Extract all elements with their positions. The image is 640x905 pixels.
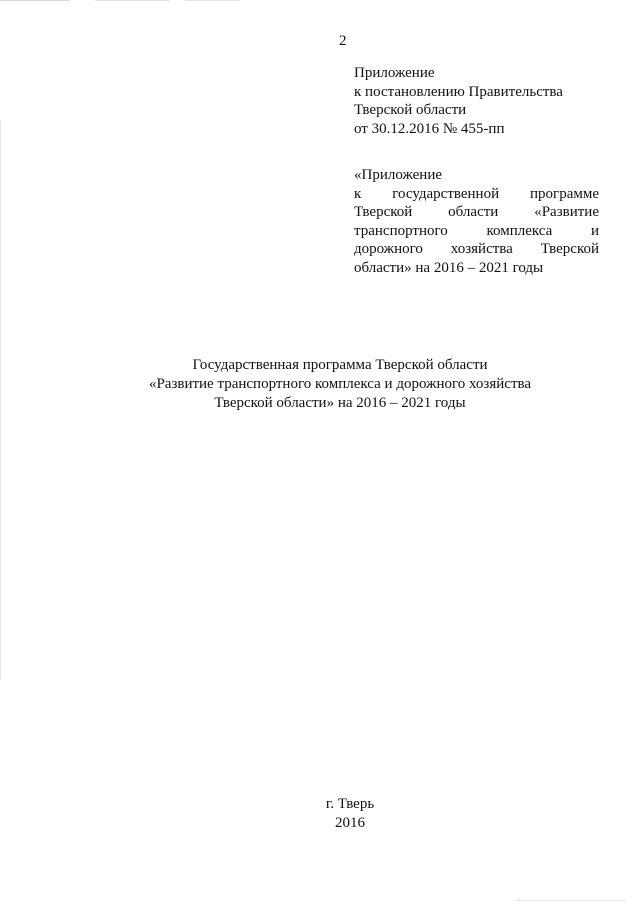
annex-line: Тверской области «Развитие (354, 204, 599, 220)
footer-year: 2016 (335, 815, 365, 831)
scan-artifact-left (0, 120, 1, 680)
approval-stamp (354, 64, 604, 138)
scan-artifact-bottom (516, 900, 626, 901)
annex-line: дорожного хозяйства Тверской (354, 241, 599, 257)
title-line: Тверской области» на 2016 – 2021 годы (214, 395, 466, 411)
annex-line: «Приложение (354, 167, 443, 183)
approval-line: Тверской области (354, 102, 467, 118)
annex-line: области» на 2016 – 2021 годы (354, 259, 544, 276)
annex-line: к государственной программе (354, 185, 599, 202)
title-line: «Развитие транспортного комплекса и дорожного хозяйства (148, 376, 532, 392)
document-title (60, 356, 620, 413)
footer-city: г. Тверь (325, 796, 375, 812)
document-footer (0, 795, 640, 833)
annex-header (354, 166, 599, 277)
title-line: Государственная программа Тверской области (192, 357, 488, 373)
annex-line: транспортного комплекса и (354, 222, 599, 239)
page-number: 2 (339, 33, 347, 49)
approval-line: Приложение (354, 65, 435, 81)
approval-line: от 30.12.2016 № 455-пп (354, 120, 505, 137)
scan-artifact-top (0, 0, 260, 1)
approval-line: к постановлению Правительства (354, 83, 563, 100)
